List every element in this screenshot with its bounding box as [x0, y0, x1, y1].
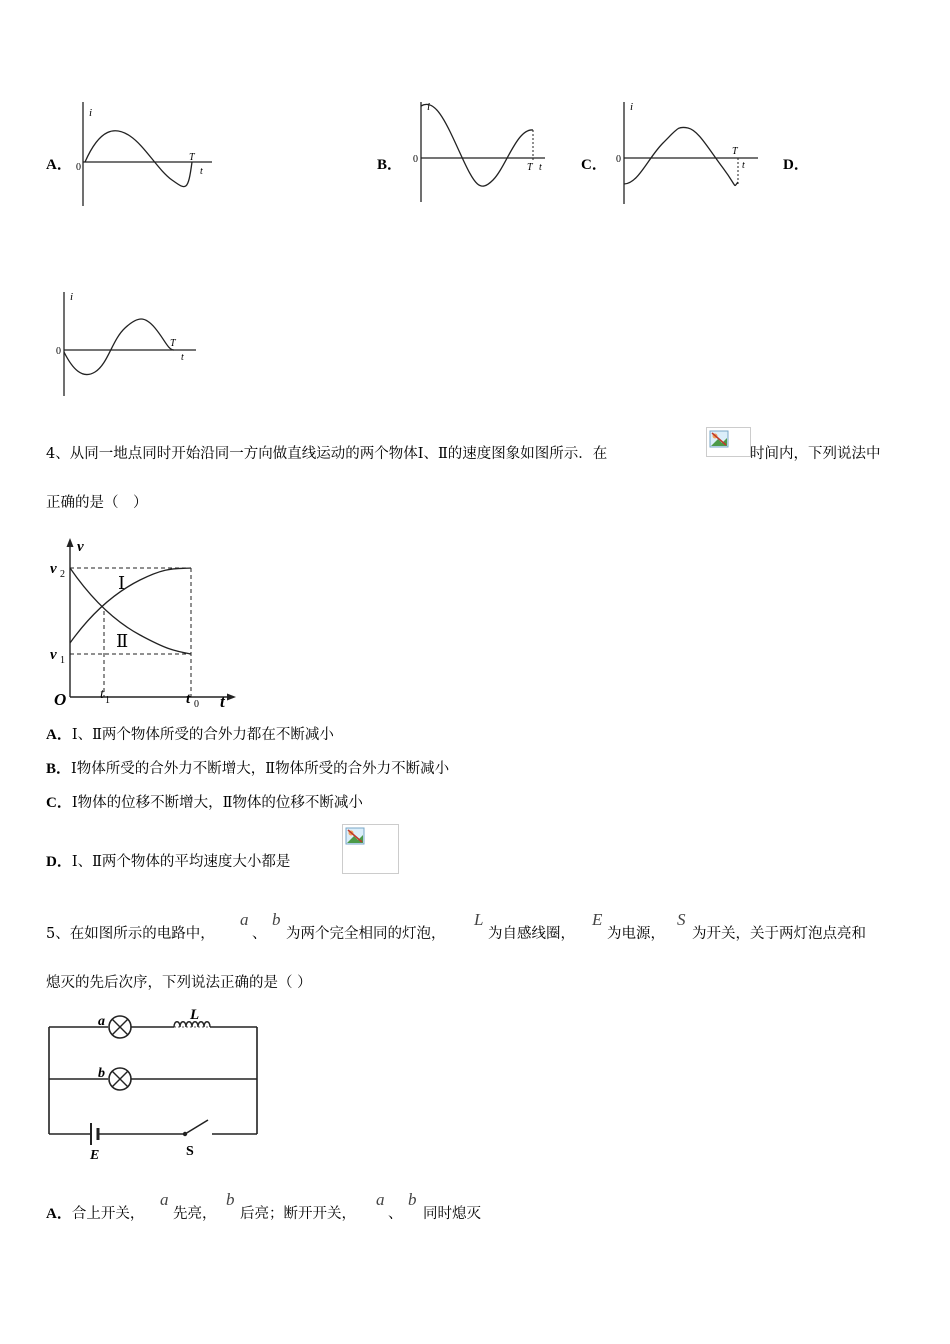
svg-text:t: t: [181, 352, 184, 363]
option-label: D．: [46, 854, 72, 870]
svg-text:1: 1: [60, 655, 65, 666]
graph-a-i-label: i: [89, 107, 93, 119]
svg-text:t: t: [186, 691, 191, 707]
svg-text:b: b: [98, 1066, 105, 1081]
graph-a-t-label: t: [200, 166, 203, 177]
svg-text:t: t: [100, 687, 104, 702]
q4-option-b[interactable]: [46, 759, 449, 779]
q5-sym-b: b: [272, 910, 281, 929]
q5-a-t2: 先亮，: [173, 1206, 217, 1222]
q5-stem-num: 5、在如图所示的电路中，: [46, 926, 215, 942]
q5-circuit-diagram: [40, 1005, 270, 1165]
q5-a-t5: 同时熄灭: [423, 1206, 481, 1222]
broken-image-icon: [345, 827, 365, 845]
q5-a2-sym: a: [376, 1190, 385, 1209]
q3-option-a-label[interactable]: A．: [46, 157, 72, 173]
svg-text:T: T: [732, 146, 738, 157]
q4-option-c[interactable]: [46, 793, 363, 813]
q5-stem-line2: 熄灭的先后次序，下列说法正确的是（ ）: [46, 975, 312, 991]
svg-text:i: i: [630, 101, 634, 113]
curve-II: [70, 568, 191, 654]
q4-stem-part2: 时间内，下列说法中: [750, 446, 881, 462]
svg-text:Ⅱ: Ⅱ: [116, 631, 129, 651]
q5-sep: 、: [252, 926, 267, 942]
q3-graph-d: [40, 288, 210, 400]
svg-text:v: v: [50, 647, 57, 663]
q5-sym-S: S: [677, 910, 686, 929]
q4-stem-line2: 正确的是（ ）: [46, 495, 148, 511]
q3-graph-c: [608, 98, 768, 208]
svg-text:a: a: [98, 1014, 105, 1029]
curve-I: [70, 568, 191, 643]
option-text: Ⅰ物体的位移不断增大，Ⅱ物体的位移不断减小: [71, 795, 363, 811]
svg-text:2: 2: [60, 569, 65, 580]
q5-b2-sym: b: [408, 1190, 417, 1209]
broken-image-icon: [709, 430, 729, 448]
svg-text:S: S: [186, 1144, 194, 1159]
q3-graph-a: [70, 100, 220, 210]
q5-sym-E: E: [592, 910, 603, 929]
q4-formula-image: [706, 427, 751, 457]
option-label: B．: [46, 761, 72, 777]
svg-text:v: v: [77, 539, 84, 555]
option-text: Ⅰ、Ⅱ两个物体所受的合外力都在不断减小: [71, 727, 334, 743]
q4-stem-part1: 4、从同一地点同时开始沿同一方向做直线运动的两个物体Ⅰ、Ⅱ的速度图象如图所示．在: [46, 446, 608, 462]
q4-option-d[interactable]: [46, 852, 290, 872]
svg-text:0: 0: [56, 346, 61, 357]
svg-text:t: t: [539, 162, 542, 173]
switch-S: [185, 1120, 208, 1134]
option-label: A．: [46, 727, 72, 743]
svg-text:0: 0: [616, 154, 621, 165]
svg-text:i: i: [70, 291, 74, 303]
q5-a-t3: 后亮；断开开关，: [240, 1206, 356, 1222]
q5-text1: 为两个完全相同的灯泡，: [286, 926, 446, 942]
svg-text:T: T: [170, 338, 176, 349]
svg-text:v: v: [50, 561, 57, 577]
q4-d-formula-image: [342, 824, 399, 874]
svg-text:0: 0: [194, 699, 199, 710]
svg-text:E: E: [90, 1148, 100, 1163]
q5-a-t4: 、: [388, 1206, 403, 1222]
q5-text4: 为开关，关于两灯泡点亮和: [692, 926, 866, 942]
q3-option-c-label[interactable]: C．: [581, 157, 607, 173]
q5-sym-L: L: [474, 910, 484, 929]
graph-a-T-label: T: [189, 152, 195, 163]
svg-text:t: t: [742, 160, 745, 171]
svg-text:L: L: [190, 1007, 200, 1023]
svg-text:O: O: [54, 690, 67, 709]
svg-text:Ⅰ: Ⅰ: [118, 573, 126, 593]
q5-text2: 为自感线圈，: [488, 926, 575, 942]
svg-text:0: 0: [413, 154, 418, 165]
option-label: A．: [46, 1206, 72, 1222]
q4-velocity-graph: [44, 535, 244, 715]
q5-b1-sym: b: [226, 1190, 235, 1209]
q5-sym-a: a: [240, 910, 249, 929]
q5-a1-sym: a: [160, 1190, 169, 1209]
svg-text:T: T: [527, 162, 533, 173]
graph-a-curve: [85, 131, 192, 187]
q4-option-a[interactable]: [46, 725, 334, 745]
svg-text:t: t: [220, 692, 225, 711]
q3-option-d-label[interactable]: D．: [783, 157, 809, 173]
option-label: C．: [46, 795, 72, 811]
option-text: Ⅰ物体所受的合外力不断增大，Ⅱ物体所受的合外力不断减小: [71, 761, 450, 777]
q3-option-b-label[interactable]: B．: [377, 157, 403, 173]
q5-option-a[interactable]: A．合上开关，: [46, 1206, 145, 1222]
graph-a-origin: 0: [76, 162, 81, 173]
svg-text:i: i: [427, 101, 431, 113]
q5-text3: 为电源，: [607, 926, 665, 942]
svg-text:1: 1: [105, 695, 110, 706]
q3-graph-b: [405, 98, 555, 208]
option-text: Ⅰ、Ⅱ两个物体的平均速度大小都是: [71, 854, 291, 870]
